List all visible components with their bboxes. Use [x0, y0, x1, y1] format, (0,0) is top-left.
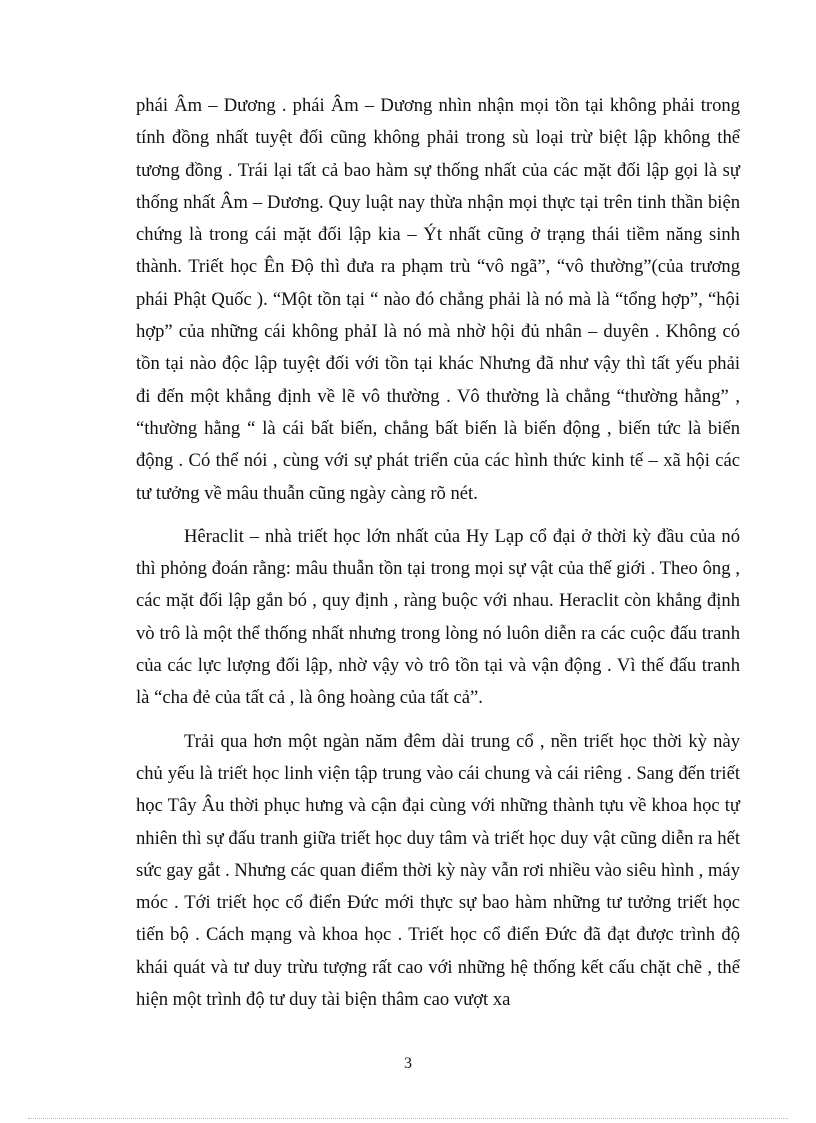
paragraph-1: phái Âm – Dương . phái Âm – Dương nhìn nhận mọi tồn tại không phải trong tính đồng nhất tuyệt đối cũng không phải trong sù loại trừ biệt lập không thể tương đồng . Trái lại tất cả bao hàm sự thống nhất của các mặt đối lập gọi là sự thống nhất Âm – Dương. Quy luật nay thừa nhận mọi thực tại trên tinh thần biện chứng là trong cái mặt đối lập kia – Ýt nhất cũng ở trạng thái tiềm năng sinh thành. Triết học Ên Độ thì đưa ra phạm trù “vô ngã”, “vô thường”(của trương phái Phật Quốc ). “Một tồn tại “ nào đó chẳng phải là nó mà là “tổng hợp”, “hội hợp” của những cái không phảI là nó mà nhờ hội đủ nhân – duyên . Không có tồn tại nào độc lập tuyệt đối với tồn tại khác Nhưng đã như vậy thì tất yếu phải đi đến một khẳng định về lẽ vô thường . Vô thường là chẳng “thường hằng” , “thường hằng “ là cái bất biến, chẳng bất biến là biến động , biến tức là biến động . Có thể nói , cùng với sự phát triển của các hình thức kinh tế – xã hội các tư tưởng về mâu thuẫn cũng ngày càng rõ nét. — [136, 95, 740, 504]
page-bottom-border — [28, 1118, 788, 1119]
paragraph-2: Hêraclit – nhà triết học lớn nhất của Hy Lạp cổ đại ở thời kỳ đầu của nó thì phỏng đoán rằng: mâu thuẫn tồn tại trong mọi sự vật của thế giới . Theo ông , các mặt đối lập gắn bó , quy định , ràng buộc với nhau. Heraclit còn khẳng định vò trô là một thể thống nhất nhưng trong lòng nó luôn diễn ra các cuộc đấu tranh của các lực lượng đối lập, nhờ vậy vò trô tồn tại và vận động . Vì thế đấu tranh là “cha đẻ của tất cả , là ông hoàng của tất cả”. — [136, 525, 740, 709]
paragraph-3: Trải qua hơn một ngàn năm đêm dài trung cổ , nền triết học thời kỳ này chủ yếu là triết học linh viện tập trung vào cái chung và cái riêng . Sang đến triết học Tây Âu thời phục hưng và cận đại cùng với những thành tựu về khoa học tự nhiên thì sự đấu tranh giữa triết học duy tâm và triết học duy vật cũng diễn ra hết sức gay gắt . Nhưng các quan điểm thời kỳ này vẫn rơi nhiều vào siêu hình , máy móc . Tới triết học cổ điển Đức mới thực sự bao hàm những tư tưởng triết học tiến bộ . Cách mạng và khoa học . Triết học cổ điển Đức đã đạt được trình độ khái quát và tư duy trừu tượng rất cao với những hệ thống kết cấu chặt chẽ , thể hiện một trình độ tư duy tài biện thâm cao vượt xa — [136, 730, 740, 1011]
body-text — [136, 90, 740, 1027]
page-number: 3 — [404, 1055, 412, 1072]
